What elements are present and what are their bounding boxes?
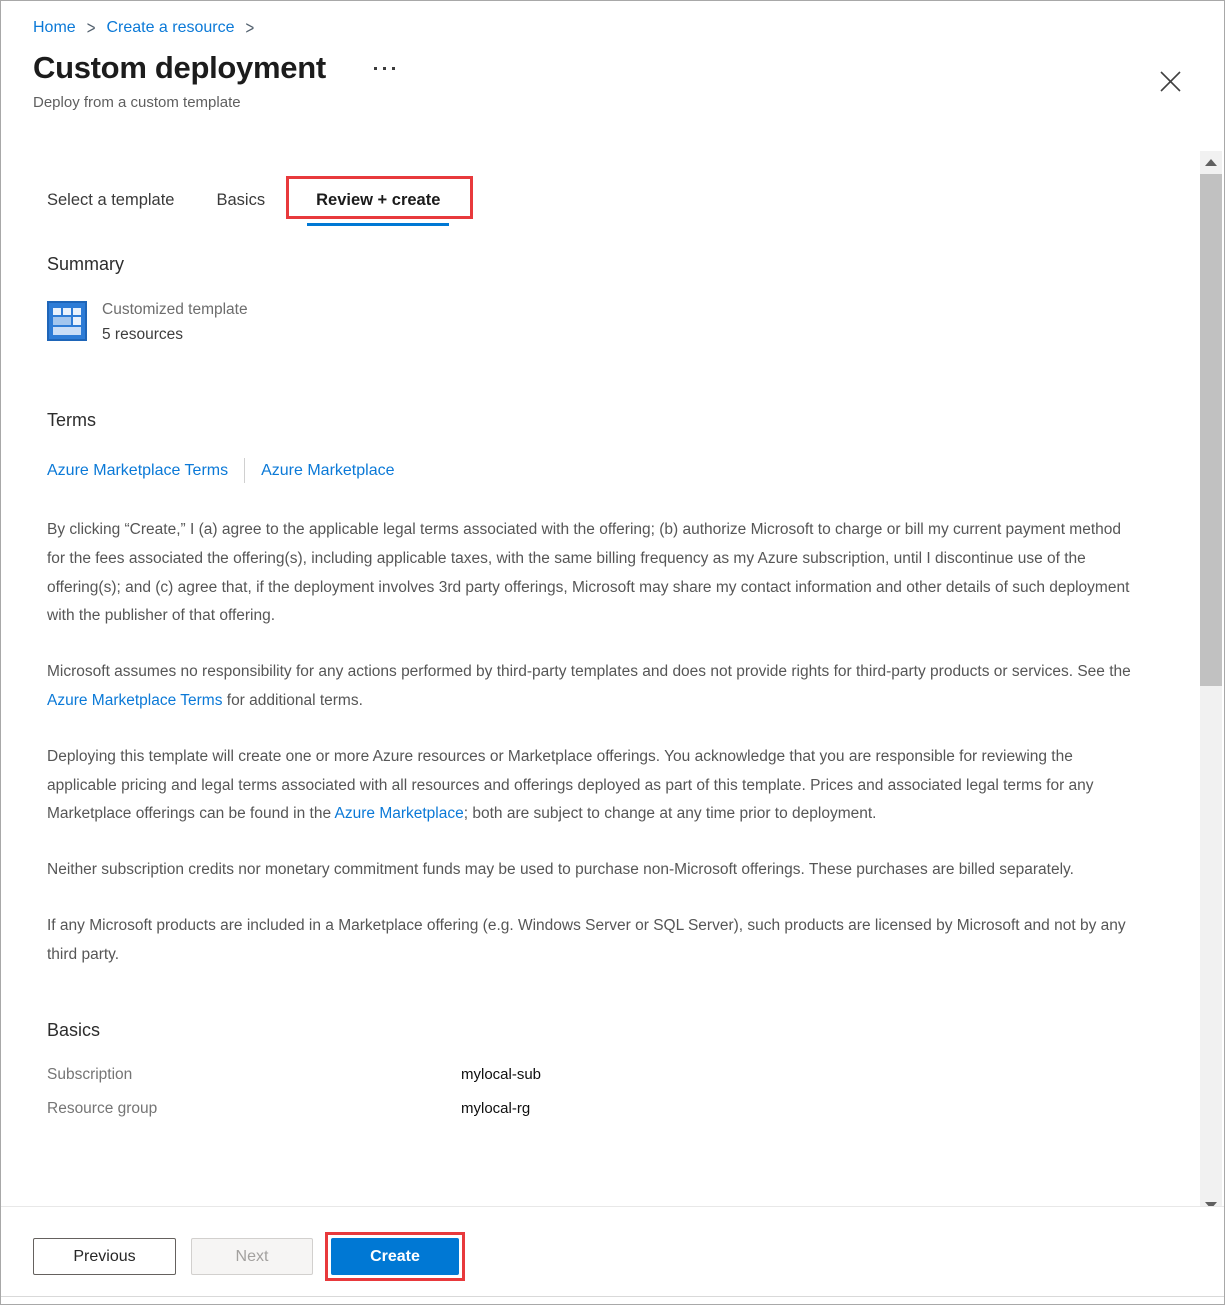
resource-count: 5 resources: [102, 326, 183, 343]
vertical-divider: [244, 458, 245, 483]
content-area: [1, 151, 1201, 1206]
azure-marketplace-link[interactable]: Azure Marketplace: [261, 461, 395, 479]
subscription-value: mylocal-sub: [461, 1065, 542, 1083]
arrow-up-icon: [1205, 159, 1217, 166]
breadcrumb: [33, 19, 1224, 37]
azure-marketplace-inline-link[interactable]: Azure Marketplace: [334, 805, 464, 823]
basics-heading: Basics: [47, 1019, 101, 1040]
tab-review-create-label: Review + create: [316, 191, 441, 209]
more-options-button[interactable]: [370, 63, 399, 74]
resource-group-label: Resource group: [47, 1099, 158, 1117]
tab-select-a-template[interactable]: Select a template: [47, 191, 175, 209]
breadcrumb-chevron-icon: >: [86, 17, 96, 39]
legal-paragraph-2-text: Microsoft assumes no responsibility for any actions performed by third-party templates and does not provide rights for third-party products or services. See the: [47, 663, 1131, 681]
summary-item: [47, 301, 1145, 344]
legal-paragraph-4: Neither subscription credits nor monetary commitment funds may be used to purchase non-Microsoft offerings. These purchases are billed separately.: [47, 861, 1074, 879]
page-subtitle: Deploy from a custom template: [33, 94, 241, 111]
bottom-divider: [1, 1296, 1224, 1297]
legal-paragraph-3-text: ; both are subject to change at any time prior to deployment.: [463, 805, 877, 823]
panel-header: [1, 1, 1224, 111]
legal-paragraph-1: By clicking “Create,” I (a) agree to the applicable legal terms associated with the offering; (b) authorize Microsoft to charge or bill my current payment method for the fees associated the offering(s), including applicable taxes, with the same billing frequency as my Azure subscription, until I discontinue use of the offering(s); and (c) agree that, if the deployment involves 3rd party offerings, Microsoft may share my contact information and other details of such deployment with the publisher of that offering.: [47, 521, 1130, 625]
legal-paragraph-2: [47, 658, 1133, 716]
tab-basics[interactable]: Basics: [216, 191, 266, 209]
summary-heading: Summary: [47, 254, 125, 274]
previous-button[interactable]: Previous: [33, 1238, 176, 1275]
legal-paragraph-5: If any Microsoft products are included in a Marketplace offering (e.g. Windows Server or SQL Server), such products are licensed by Microsoft and not by any third party.: [47, 916, 1126, 963]
annotation-highlight-create: [325, 1232, 465, 1281]
next-button: Next: [191, 1238, 313, 1275]
footer-bar: [1, 1206, 1224, 1305]
azure-marketplace-terms-inline-link[interactable]: Azure Marketplace Terms: [47, 691, 223, 709]
page-title: Custom deployment: [33, 50, 326, 85]
breadcrumb-link-home[interactable]: Home: [33, 19, 76, 36]
scrollbar-thumb[interactable]: [1200, 174, 1222, 686]
dot-icon: [374, 67, 377, 70]
terms-links: [47, 458, 1145, 483]
azure-marketplace-terms-link[interactable]: Azure Marketplace Terms: [47, 461, 229, 479]
basics-row-resource-group: [47, 1100, 1145, 1118]
legal-paragraph-3: [47, 743, 1133, 829]
dot-icon: [392, 67, 395, 70]
close-icon: [1159, 70, 1182, 93]
tab-review-create[interactable]: [307, 191, 449, 226]
close-button[interactable]: [1156, 67, 1184, 95]
template-icon: [47, 301, 87, 341]
dot-icon: [383, 67, 386, 70]
breadcrumb-link-create-a-resource[interactable]: Create a resource: [106, 19, 235, 36]
subscription-label: Subscription: [47, 1065, 133, 1083]
breadcrumb-chevron-icon: >: [245, 17, 255, 39]
basics-row-subscription: [47, 1066, 1145, 1084]
terms-heading: Terms: [47, 410, 96, 430]
scrollbar[interactable]: [1200, 151, 1222, 1216]
scrollbar-up-button[interactable]: [1200, 151, 1222, 173]
legal-text: [47, 516, 1145, 970]
resource-group-value: mylocal-rg: [461, 1099, 531, 1117]
template-name: Customized template: [102, 301, 248, 318]
legal-paragraph-3-text: Deploying this template will create one or more Azure resources or Marketplace offerings. You acknowledge that you are responsible for reviewing the applicable pricing and legal terms associated with all resources and offerings deployed as part of this template. Prices and associated legal terms for any Marketplace offerings can be found in the: [47, 747, 1094, 823]
legal-paragraph-2-text: for additional terms.: [222, 691, 363, 709]
create-button[interactable]: Create: [331, 1238, 459, 1275]
tab-bar: [47, 191, 1145, 226]
